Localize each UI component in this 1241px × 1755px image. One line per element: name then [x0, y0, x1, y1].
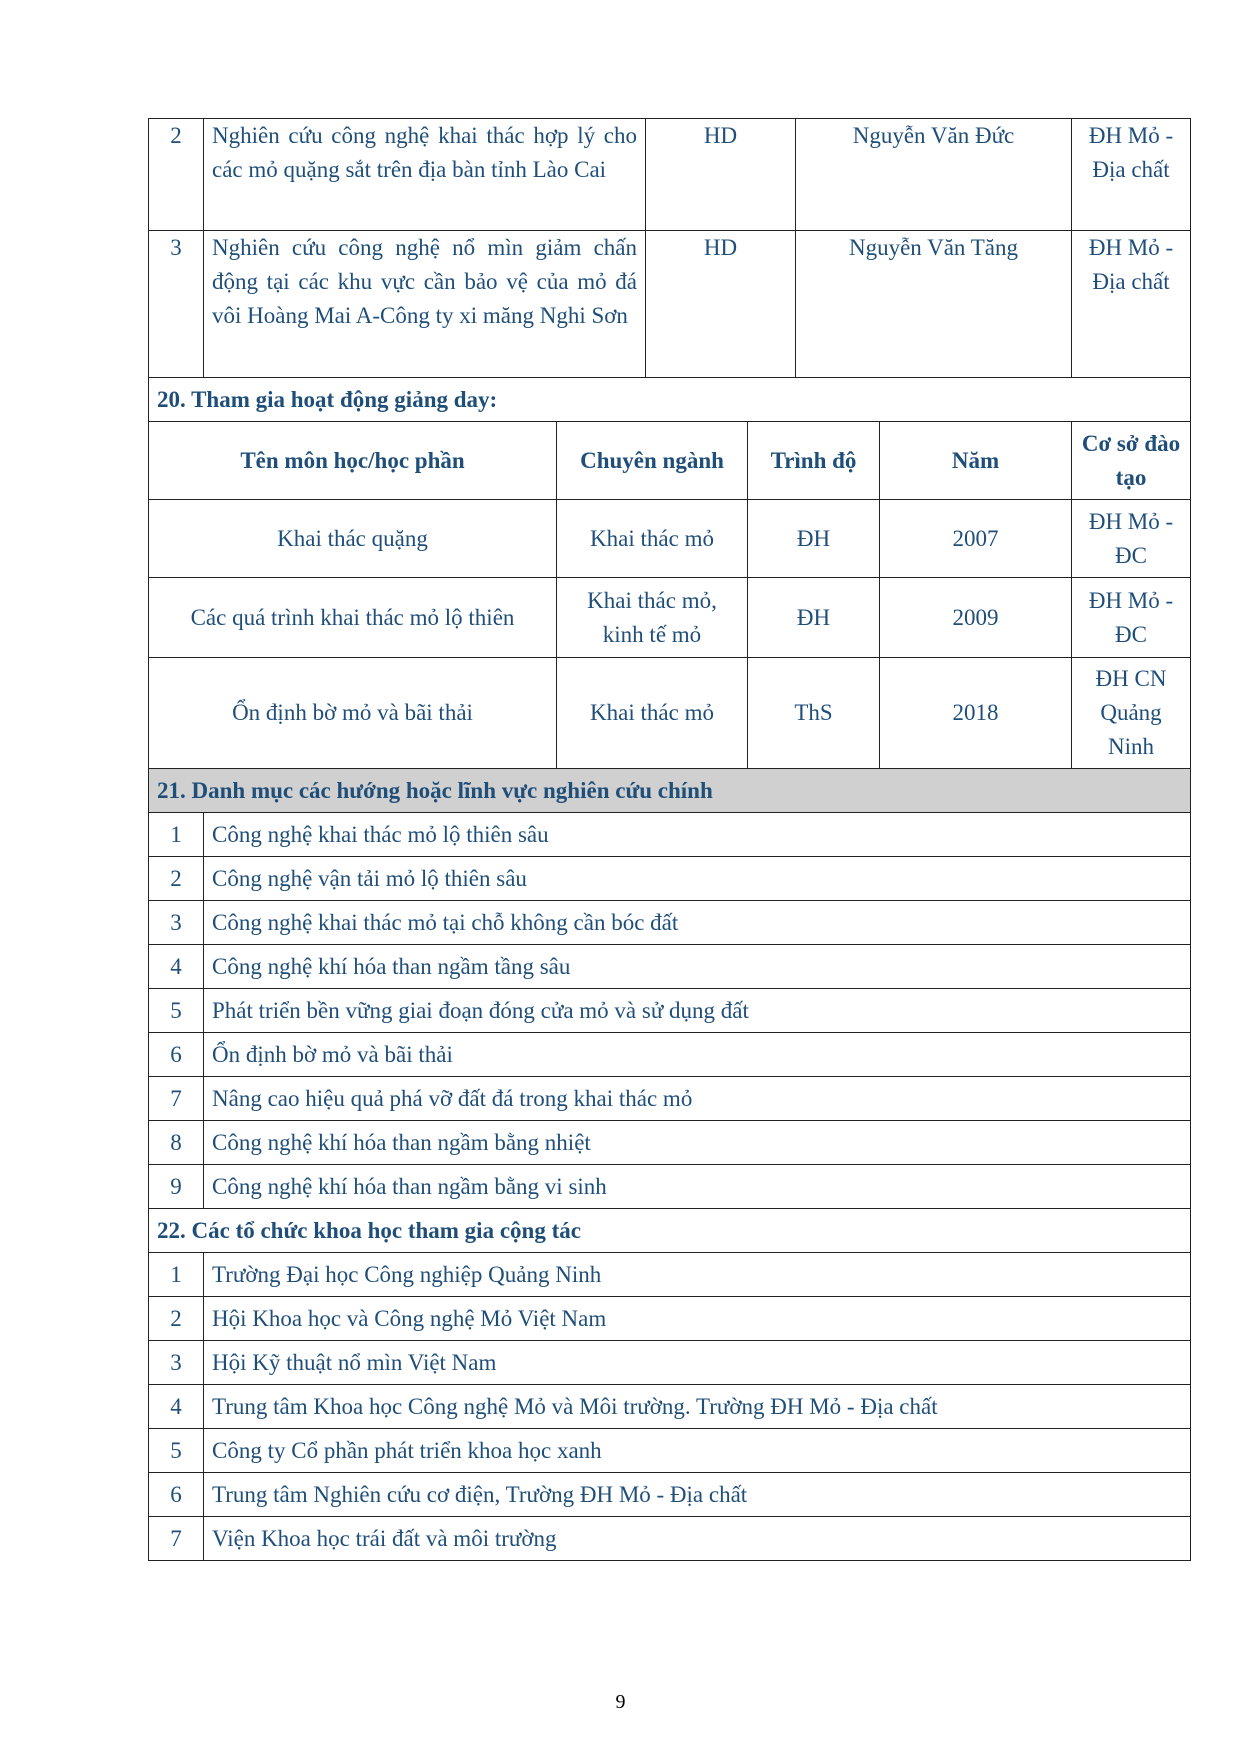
item-no: 8: [149, 1121, 204, 1165]
project-title: Nghiên cứu công nghệ khai thác hợp lý cho các mỏ quặng sắt trên địa bàn tỉnh Lào Cai: [204, 119, 646, 231]
table-row: [149, 119, 1191, 231]
list-item: [149, 1077, 1191, 1121]
project-role: HD: [646, 119, 796, 231]
list-item: [149, 901, 1191, 945]
col-major-header: Chuyên ngành: [557, 422, 748, 500]
research-field: Công nghệ khai thác mỏ tại chỗ không cần bóc đất: [204, 901, 1191, 945]
list-item: [149, 1121, 1191, 1165]
table-row: [149, 231, 1191, 378]
item-no: 6: [149, 1033, 204, 1077]
col-subject-header: Tên môn học/học phần: [149, 422, 557, 500]
research-field: Phát triển bền vững giai đoạn đóng cửa mỏ và sử dụng đất: [204, 989, 1191, 1033]
item-no: 4: [149, 1385, 204, 1429]
list-item: [149, 1473, 1191, 1517]
research-field: Công nghệ khí hóa than ngầm tầng sâu: [204, 945, 1191, 989]
section-heading-row: [149, 1209, 1191, 1253]
teaching-year: 2018: [880, 658, 1072, 769]
teaching-table: [148, 377, 1191, 769]
teaching-subject: Các quá trình khai thác mỏ lộ thiên: [149, 578, 557, 658]
list-item: [149, 1033, 1191, 1077]
list-item: [149, 989, 1191, 1033]
list-item: [149, 1341, 1191, 1385]
project-title: Nghiên cứu công nghệ nổ mìn giảm chấn động tại các khu vực cần bảo vệ của mỏ đá vôi Hoàng Mai A-Công ty xi măng Nghi Sơn: [204, 231, 646, 378]
research-field: Ổn định bờ mỏ và bãi thải: [204, 1033, 1191, 1077]
project-org: ĐH Mỏ - Địa chất: [1072, 231, 1191, 378]
teaching-major: Khai thác mỏ: [557, 658, 748, 769]
project-person: Nguyễn Văn Tăng: [796, 231, 1072, 378]
list-item: [149, 813, 1191, 857]
col-org-header: Cơ sở đào tạo: [1072, 422, 1191, 500]
item-no: 7: [149, 1517, 204, 1561]
teaching-subject: Khai thác quặng: [149, 500, 557, 578]
item-no: 9: [149, 1165, 204, 1209]
list-item: [149, 1517, 1191, 1561]
section-heading-row: [149, 769, 1191, 813]
item-no: 3: [149, 901, 204, 945]
research-field: Công nghệ khí hóa than ngầm bằng nhiệt: [204, 1121, 1191, 1165]
list-item: [149, 857, 1191, 901]
item-no: 6: [149, 1473, 204, 1517]
item-no: 7: [149, 1077, 204, 1121]
item-no: 5: [149, 1429, 204, 1473]
research-orgs-table: [148, 768, 1191, 1561]
list-item: [149, 1385, 1191, 1429]
research-field: Công nghệ vận tải mỏ lộ thiên sâu: [204, 857, 1191, 901]
partner-org: Hội Kỹ thuật nổ mìn Việt Nam: [204, 1341, 1191, 1385]
table-row: [149, 578, 1191, 658]
section-20-heading: 20. Tham gia hoạt động giảng day:: [149, 378, 1191, 422]
table-row: [149, 658, 1191, 769]
partner-org: Hội Khoa học và Công nghệ Mỏ Việt Nam: [204, 1297, 1191, 1341]
item-no: 1: [149, 1253, 204, 1297]
partner-org: Trung tâm Khoa học Công nghệ Mỏ và Môi trường. Trường ĐH Mỏ - Địa chất: [204, 1385, 1191, 1429]
section-heading-row: [149, 378, 1191, 422]
table-row: [149, 500, 1191, 578]
project-no: 3: [149, 231, 204, 378]
section-21-heading: 21. Danh mục các hướng hoặc lĩnh vực nghiên cứu chính: [149, 769, 1191, 813]
item-no: 4: [149, 945, 204, 989]
teaching-year: 2009: [880, 578, 1072, 658]
project-no: 2: [149, 119, 204, 231]
page-number: 9: [615, 1691, 626, 1713]
list-item: [149, 1253, 1191, 1297]
col-level-header: Trình độ: [748, 422, 880, 500]
teaching-level: ĐH: [748, 500, 880, 578]
project-person: Nguyễn Văn Đức: [796, 119, 1072, 231]
item-no: 3: [149, 1341, 204, 1385]
project-org: ĐH Mỏ - Địa chất: [1072, 119, 1191, 231]
research-field: Nâng cao hiệu quả phá vỡ đất đá trong khai thác mỏ: [204, 1077, 1191, 1121]
teaching-level: ThS: [748, 658, 880, 769]
item-no: 2: [149, 857, 204, 901]
teaching-org: ĐH Mỏ - ĐC: [1072, 578, 1191, 658]
col-year-header: Năm: [880, 422, 1072, 500]
partner-org: Trường Đại học Công nghiệp Quảng Ninh: [204, 1253, 1191, 1297]
list-item: [149, 1165, 1191, 1209]
partner-org: Viện Khoa học trái đất và môi trường: [204, 1517, 1191, 1561]
partner-org: Trung tâm Nghiên cứu cơ điện, Trường ĐH Mỏ - Địa chất: [204, 1473, 1191, 1517]
list-item: [149, 1429, 1191, 1473]
projects-table: [148, 118, 1191, 378]
list-item: [149, 1297, 1191, 1341]
teaching-year: 2007: [880, 500, 1072, 578]
project-role: HD: [646, 231, 796, 378]
partner-org: Công ty Cổ phần phát triển khoa học xanh: [204, 1429, 1191, 1473]
research-field: Công nghệ khí hóa than ngầm bằng vi sinh: [204, 1165, 1191, 1209]
section-22-heading: 22. Các tổ chức khoa học tham gia cộng tác: [149, 1209, 1191, 1253]
item-no: 5: [149, 989, 204, 1033]
item-no: 2: [149, 1297, 204, 1341]
teaching-org: ĐH CN Quảng Ninh: [1072, 658, 1191, 769]
teaching-major: Khai thác mỏ: [557, 500, 748, 578]
teaching-header-row: [149, 422, 1191, 500]
list-item: [149, 945, 1191, 989]
teaching-subject: Ổn định bờ mỏ và bãi thải: [149, 658, 557, 769]
teaching-level: ĐH: [748, 578, 880, 658]
teaching-major: Khai thác mỏ, kinh tế mỏ: [557, 578, 748, 658]
item-no: 1: [149, 813, 204, 857]
research-field: Công nghệ khai thác mỏ lộ thiên sâu: [204, 813, 1191, 857]
teaching-org: ĐH Mỏ - ĐC: [1072, 500, 1191, 578]
